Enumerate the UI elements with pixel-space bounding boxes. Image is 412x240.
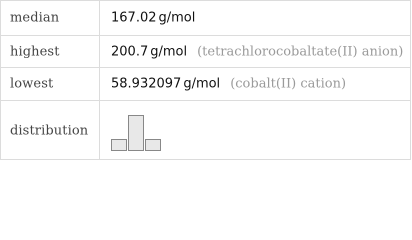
row-value — [111, 11, 195, 26]
row-label: median — [10, 10, 60, 26]
histogram-bar — [128, 115, 144, 151]
value-note: (cobalt(II) cation) — [230, 76, 347, 92]
row-label: lowest — [10, 76, 54, 92]
value-number: 58.932097 — [111, 76, 182, 92]
distribution-histogram — [111, 115, 181, 151]
row-label: highest — [10, 44, 60, 59]
value-number: 167.02 — [111, 10, 157, 26]
table-row-highest — [1, 36, 410, 68]
table-row-lowest — [1, 68, 410, 101]
value-unit: g/mol — [150, 44, 188, 59]
value-unit: g/mol — [183, 76, 221, 92]
value-number: 200.7 — [111, 44, 149, 59]
table-row-distribution — [1, 101, 410, 160]
row-label: distribution — [10, 123, 89, 138]
table-row-median — [1, 1, 410, 36]
row-value — [111, 77, 346, 92]
histogram-bar — [145, 139, 161, 151]
histogram-bar — [111, 139, 127, 151]
value-note: (tetrachlorocobaltate(II) anion) — [197, 44, 404, 59]
value-unit: g/mol — [158, 10, 196, 26]
row-value — [111, 44, 403, 59]
